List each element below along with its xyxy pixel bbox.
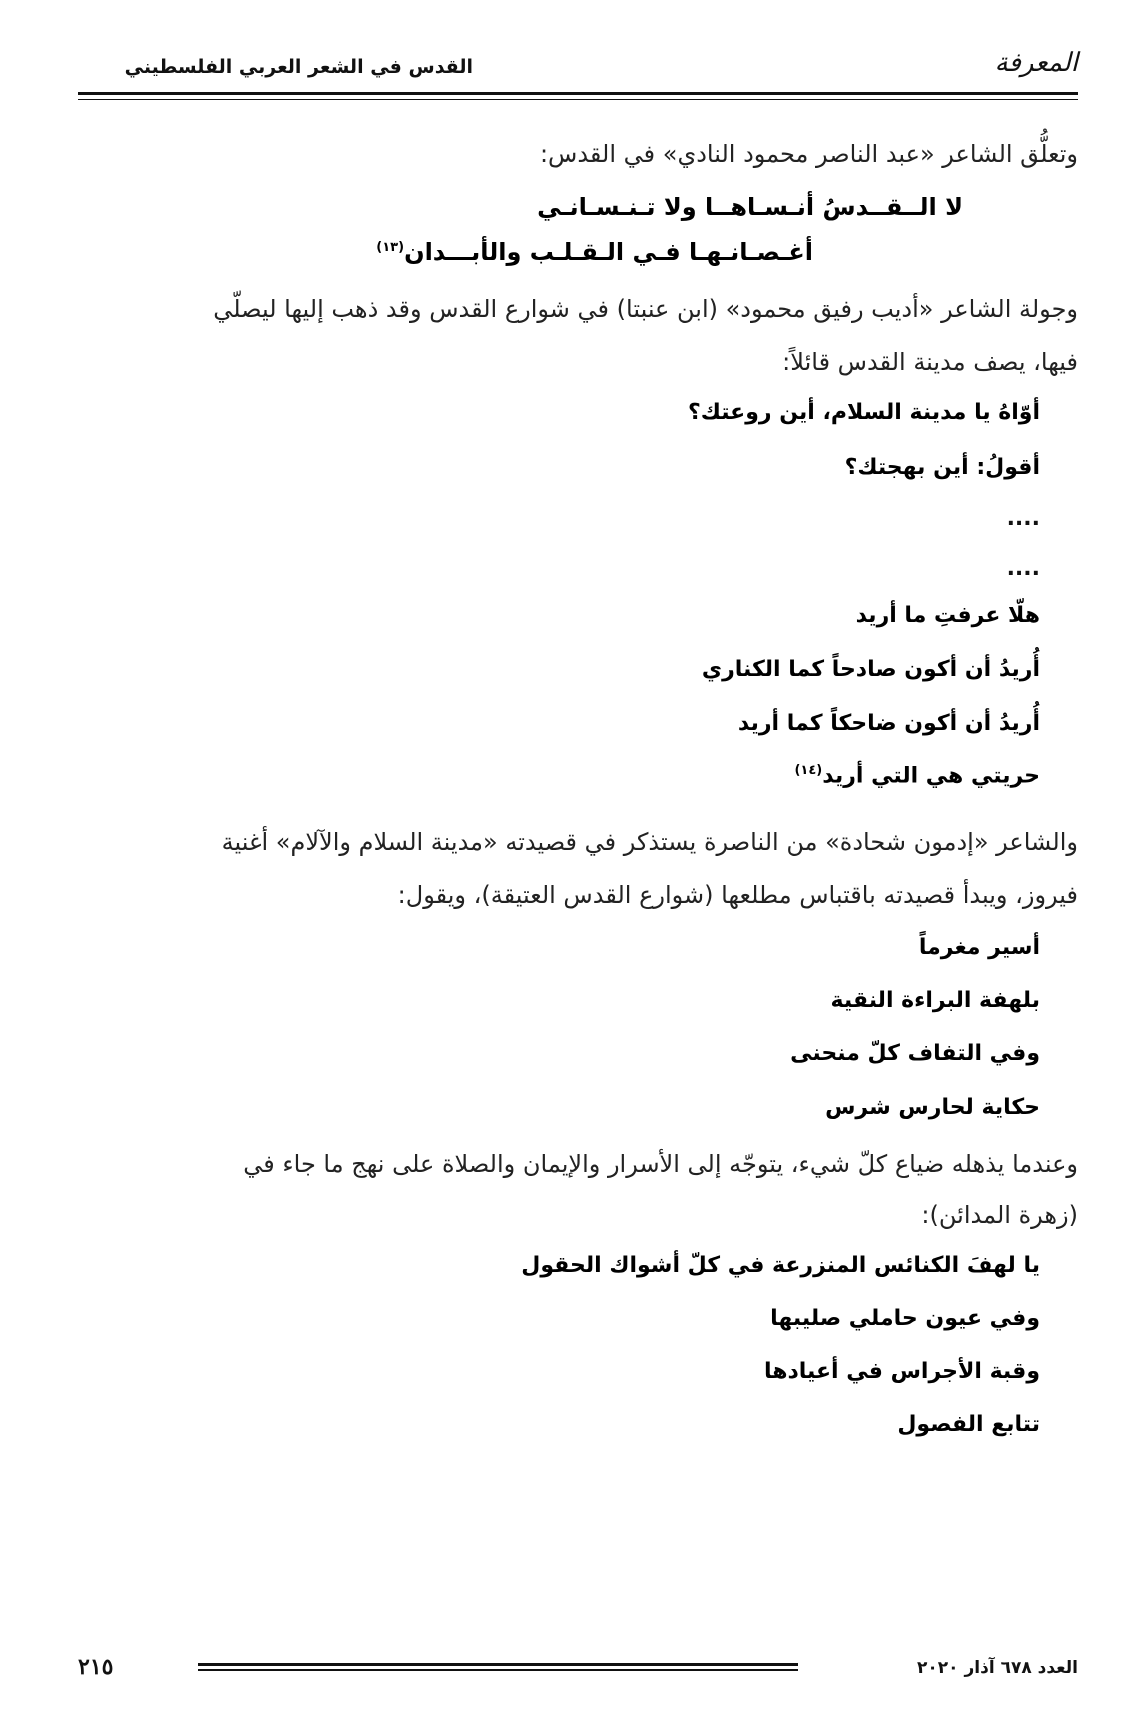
intro-mahmoud-line-1: وجولة الشاعر «أديب رفيق محمود» (ابن عنبتا) في شوارع القدس وقد ذهب إليها ليصلّي xyxy=(213,295,1078,323)
intro-shahada-line-2: فيروز، ويبدأ قصيدته باقتباس مطلعها (شوارع القدس العتيقة)، ويقول: xyxy=(397,881,1078,909)
intro-zahra-line-1: وعندما يذهله ضياع كلّ شيء، يتوجّه إلى الأسرار والإيمان والصلاة على نهج ما جاء في xyxy=(243,1150,1078,1178)
poem-zahra-line-4: تتابع الفصول xyxy=(897,1412,1040,1437)
page-header xyxy=(78,44,1078,92)
poem-mahmoud-line-5: هلّا عرفتِ ما أريد xyxy=(855,603,1040,628)
header-rule-thin xyxy=(78,99,1078,100)
footnote-ref-13: (١٣) xyxy=(376,240,405,255)
poem-zahra-line-3: وقبة الأجراس في أعيادها xyxy=(763,1359,1040,1384)
poem-shahada-line-3: وفي التفاف كلّ منحنى xyxy=(790,1041,1040,1066)
poem-mahmoud-line-8: حريتي هي التي أريد xyxy=(822,763,1040,789)
footnote-ref-14: (١٤) xyxy=(794,763,823,778)
intro-nadi: وتعلُّق الشاعر «عبد الناصر محمود النادي» في القدس: xyxy=(539,140,1078,168)
poem-mahmoud-line-8-wrap xyxy=(794,763,1040,788)
intro-shahada-line-1: والشاعر «إدمون شحادة» من الناصرة يستذكر في قصيدته «مدينة السلام والآلام» أغنية xyxy=(221,828,1078,856)
poem-mahmoud-line-1: أوّاهُ يا مدينة السلام، أين روعتك؟ xyxy=(687,400,1040,425)
poem-mahmoud-line-6: أُريدُ أن أكون صادحاً كما الكناري xyxy=(701,657,1040,682)
poem-shahada-line-2: بلهفة البراءة النقية xyxy=(830,988,1040,1013)
poem-zahra-line-2: وفي عيون حاملي صليبها xyxy=(770,1306,1040,1331)
magazine-logo: المعرفة xyxy=(994,48,1078,78)
intro-mahmoud-line-2: فيها، يصف مدينة القدس قائلاً: xyxy=(782,348,1078,376)
verse-nadi-line-2-wrap xyxy=(376,238,813,266)
poem-zahra-line-1: يا لهفَ الكنائس المنزرعة في كلّ أشواك الحقول xyxy=(521,1253,1040,1278)
poem-shahada-line-1: أسير مغرماً xyxy=(918,935,1040,960)
poem-shahada-line-4: حكاية لحارس شرس xyxy=(825,1095,1040,1120)
poem-mahmoud-line-7: أُريدُ أن أكون ضاحكاً كما أريد xyxy=(737,711,1040,736)
poem-mahmoud-line-2: أقولُ: أين بهجتك؟ xyxy=(844,455,1040,480)
poem-mahmoud-ellipsis-1: .... xyxy=(1006,506,1040,531)
page-footer xyxy=(78,1654,1078,1684)
poem-mahmoud-ellipsis-2: .... xyxy=(1006,556,1040,581)
header-rule-thick xyxy=(78,92,1078,95)
page-number: ٢١٥ xyxy=(78,1654,114,1680)
verse-nadi-line-2: أغـصـانـهـا فـي الـقـلـب والأبـــدان xyxy=(404,238,813,266)
verse-nadi-line-1: لا الــقــدسُ أنـسـاهــا ولا تـنـسـانـي xyxy=(537,193,963,221)
running-title: القدس في الشعر العربي الفلسطيني xyxy=(124,56,473,78)
issue-label: العدد ٦٧٨ آذار ٢٠٢٠ xyxy=(917,1658,1078,1678)
intro-zahra-line-2: (زهرة المدائن): xyxy=(921,1201,1078,1229)
footer-rule-thin xyxy=(198,1669,798,1671)
footer-rule-thick xyxy=(198,1663,798,1666)
